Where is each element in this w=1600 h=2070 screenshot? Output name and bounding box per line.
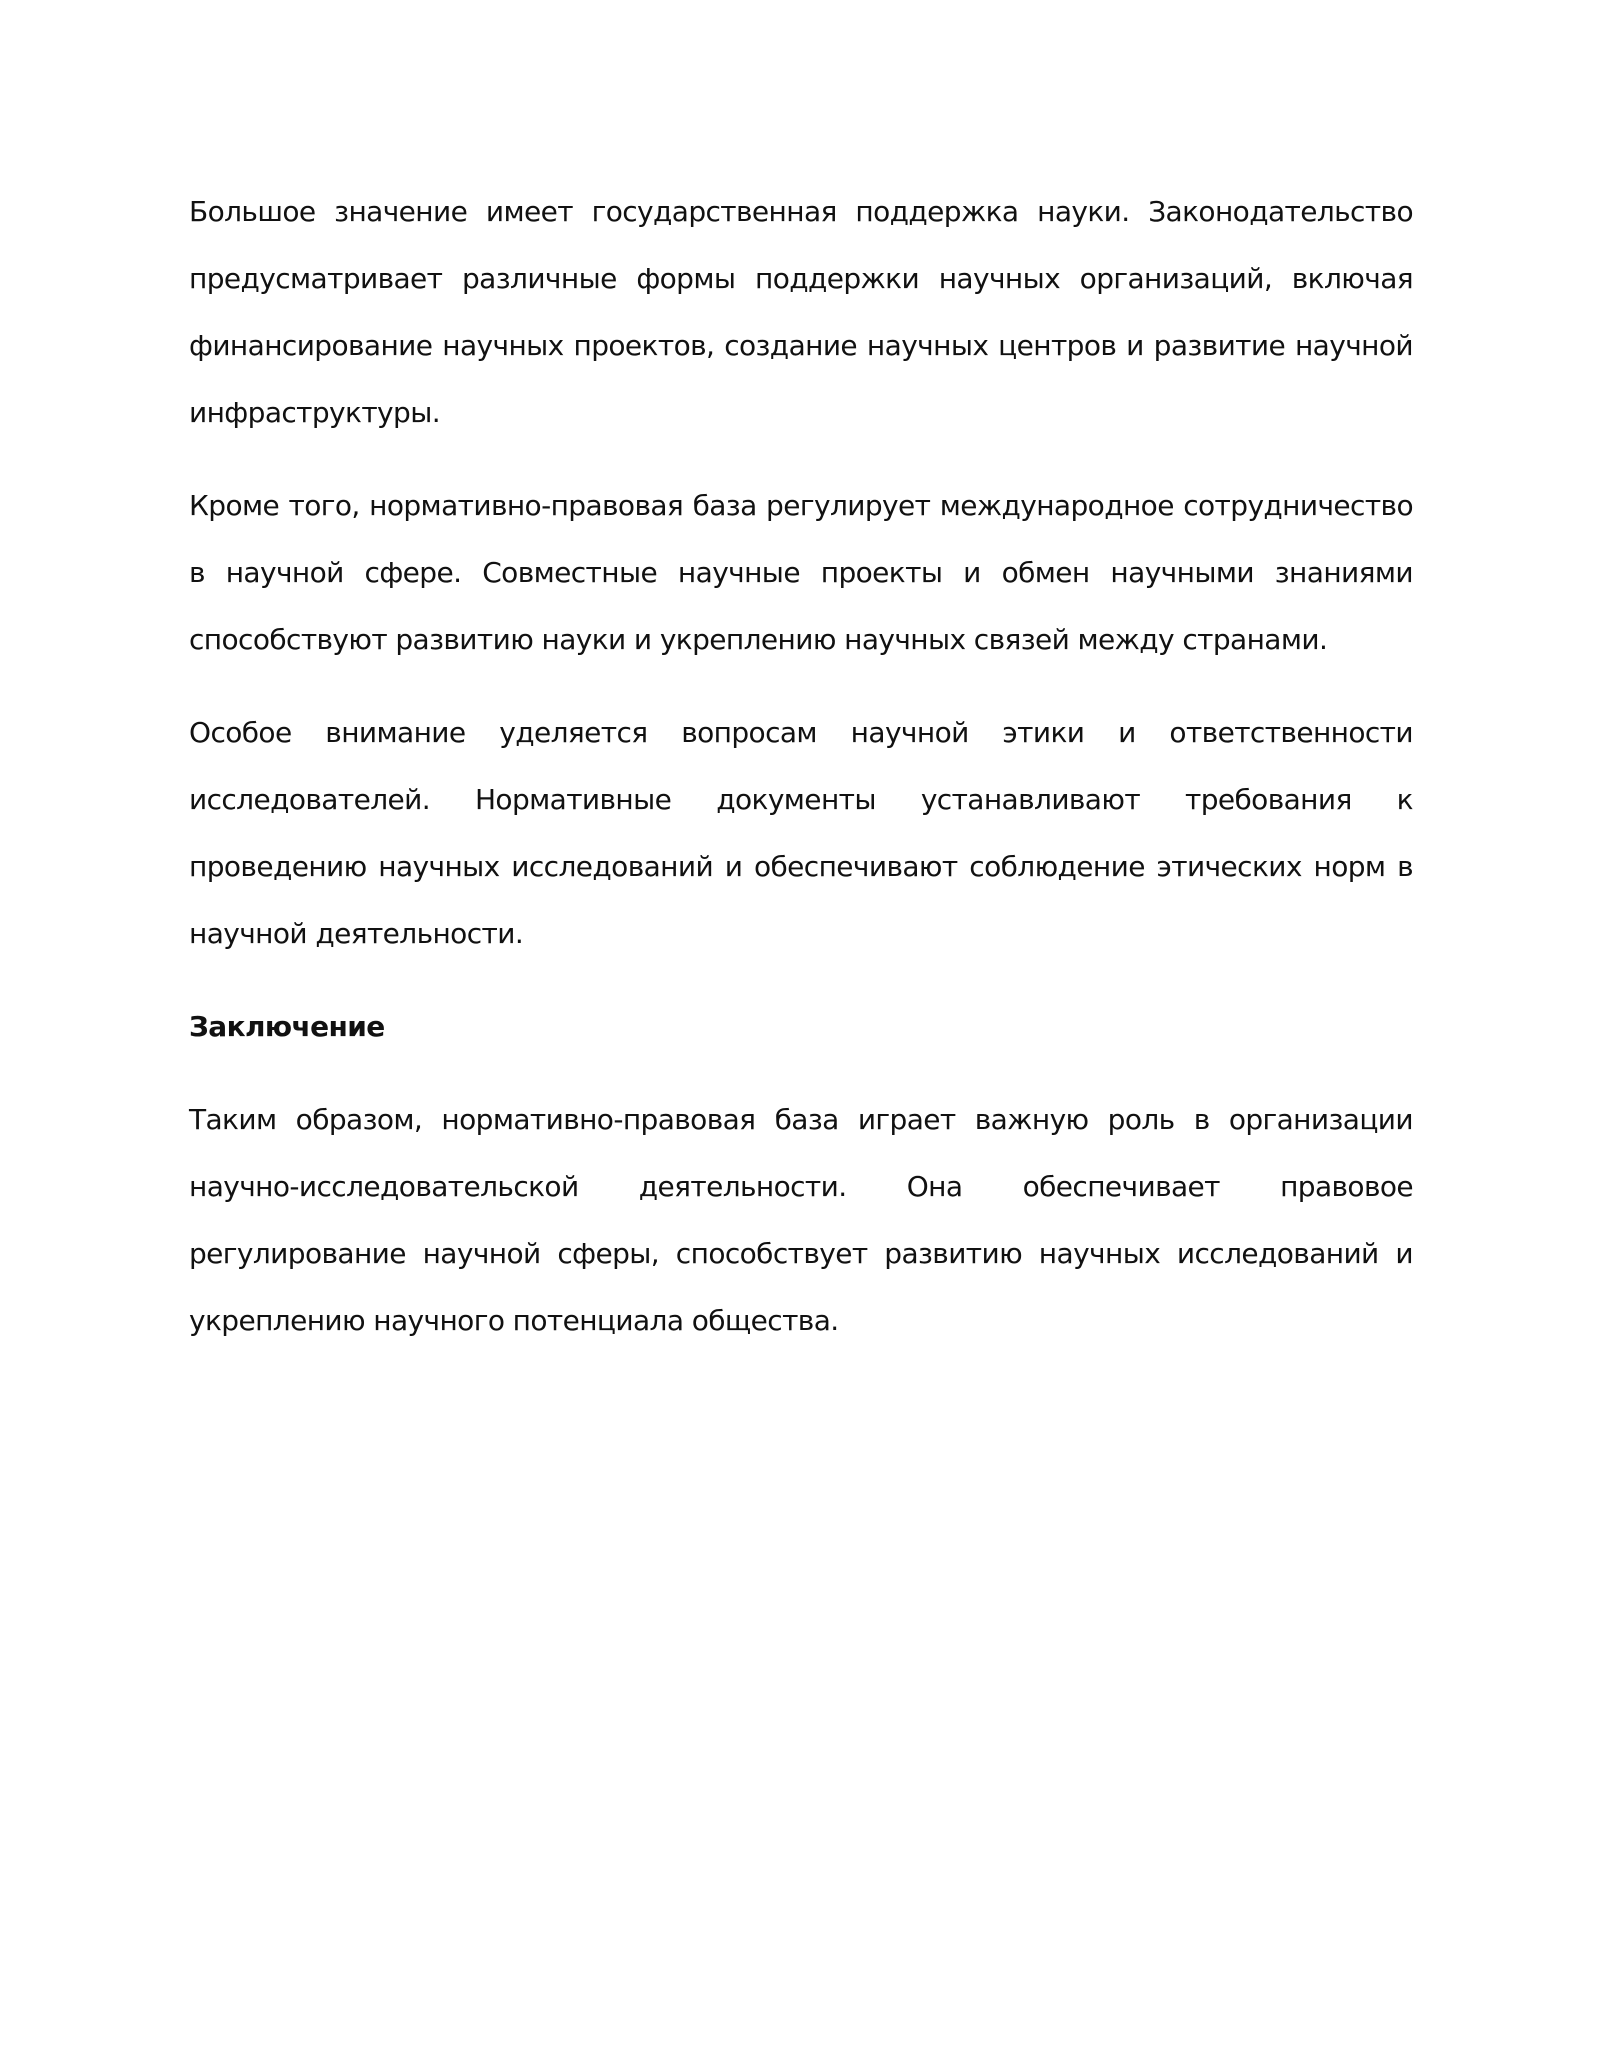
section-heading-conclusion: Заключение — [189, 1010, 385, 1043]
paragraph-research-ethics: Особое внимание уделяется вопросам научной этики и ответственности исследователей. Нормативные документы устанавливают требования к проведению научных исследований и обеспечивают соблюдение этических норм в научной деятельности. — [189, 716, 1413, 950]
paragraph-international-cooperation: Кроме того, нормативно-правовая база регулирует международное сотрудничество в научной сфере. Совместные научные проекты и обмен научными знаниями способствуют развитию науки и укреплению научных связей между странами. — [189, 489, 1413, 656]
document-body — [189, 178, 1413, 1380]
paragraph-conclusion: Таким образом, нормативно-правовая база играет важную роль в организации научно-исследовательской деятельности. Она обеспечивает правовое регулирование научной сферы, способствует развитию научных исследований и укреплению научного потенциала общества. — [189, 1103, 1413, 1337]
paragraph-state-support: Большое значение имеет государственная поддержка науки. Законодательство предусматривает различные формы поддержки научных организаций, включая финансирование научных проектов, создание научных центров и развитие научной инфраструктуры. — [189, 195, 1413, 429]
